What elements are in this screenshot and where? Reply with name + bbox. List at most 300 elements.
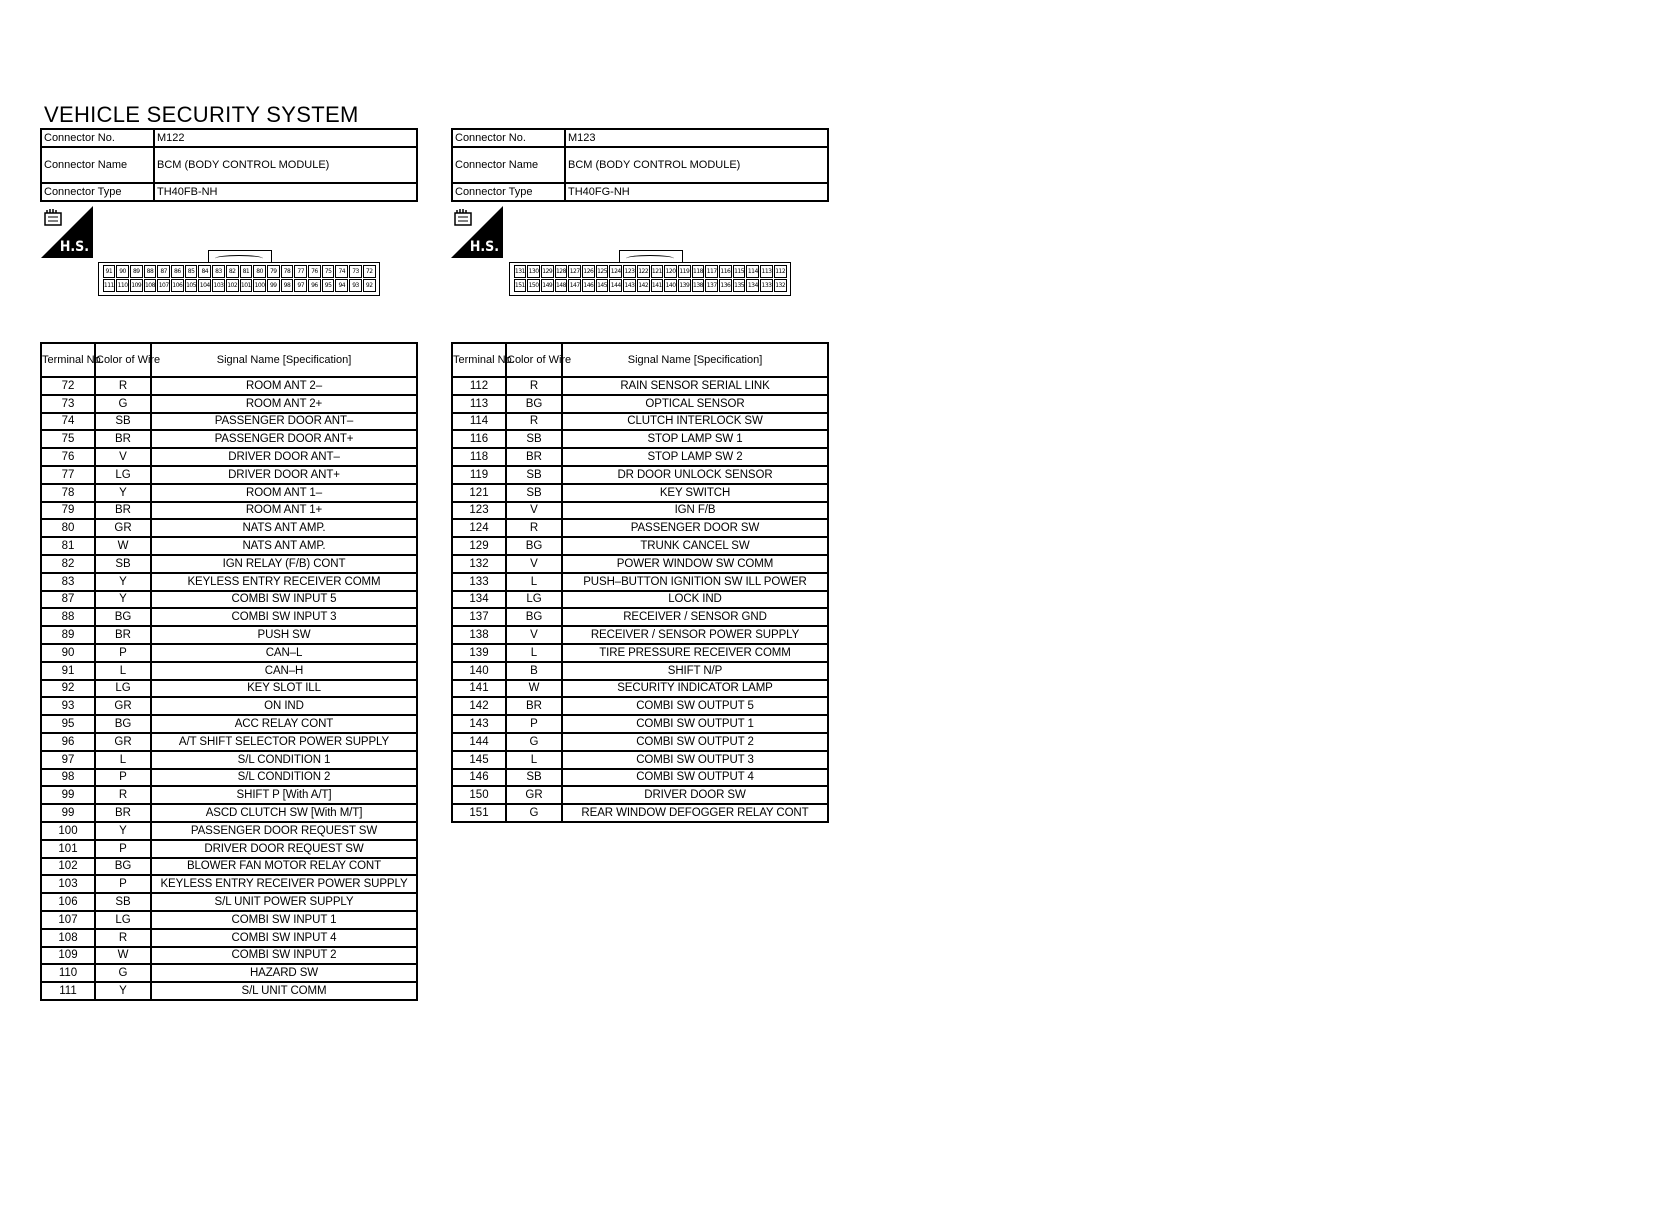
table-row (452, 644, 828, 662)
terminal-table-m123 (451, 342, 829, 823)
pin-row-bottom (513, 279, 787, 292)
hs-connector-icon (451, 206, 503, 258)
connector-pin: 149 (541, 279, 554, 292)
connector-pin: 113 (760, 265, 773, 278)
connector-no-label: Connector No. (41, 129, 154, 147)
table-row (41, 591, 417, 609)
table-row (41, 911, 417, 929)
table-row (41, 858, 417, 876)
terminal-no-cell: 82 (41, 555, 95, 573)
connector-pin: 101 (240, 279, 253, 292)
wire-color-cell: L (95, 662, 151, 680)
signal-name-cell: ON IND (151, 697, 417, 715)
signal-name-cell: CAN–H (151, 662, 417, 680)
signal-name-cell: NATS ANT AMP. (151, 537, 417, 555)
hs-connector-icon (41, 206, 93, 258)
terminal-no-cell: 123 (452, 502, 506, 520)
terminal-no-cell: 72 (41, 377, 95, 395)
signal-name-cell: LOCK IND (562, 591, 828, 609)
connector-pin: 121 (651, 265, 664, 278)
table-row (41, 608, 417, 626)
connector-pin: 96 (308, 279, 321, 292)
wire-color-cell: BR (95, 804, 151, 822)
signal-name-cell: ASCD CLUTCH SW [With M/T] (151, 804, 417, 822)
terminal-no-cell: 112 (452, 377, 506, 395)
connector-body (98, 262, 380, 296)
connector-pin: 139 (678, 279, 691, 292)
terminal-no-cell: 92 (41, 680, 95, 698)
table-row (41, 982, 417, 1000)
signal-name-cell: S/L CONDITION 2 (151, 769, 417, 787)
terminal-no-cell: 114 (452, 413, 506, 431)
wire-color-cell: G (95, 964, 151, 982)
terminal-no-cell: 141 (452, 680, 506, 698)
signal-name-cell: SHIFT P [With A/T] (151, 786, 417, 804)
wire-color-cell: BR (95, 430, 151, 448)
wire-color-cell: GR (506, 786, 562, 804)
connector-pin: 104 (198, 279, 211, 292)
terminal-no-cell: 88 (41, 608, 95, 626)
table-row (41, 840, 417, 858)
terminal-no-cell: 77 (41, 466, 95, 484)
connector-pin: 84 (198, 265, 211, 278)
connector-pin: 126 (582, 265, 595, 278)
signal-name-cell: COMBI SW OUTPUT 4 (562, 769, 828, 787)
terminal-no-cell: 137 (452, 608, 506, 626)
signal-name-cell: ROOM ANT 2+ (151, 395, 417, 413)
connector-pin: 76 (308, 265, 321, 278)
wire-color-cell: V (95, 448, 151, 466)
hand-icon (453, 207, 475, 229)
wire-color-cell: BG (95, 858, 151, 876)
terminal-no-cell: 139 (452, 644, 506, 662)
connector-pin: 136 (719, 279, 732, 292)
signal-name-cell: DRIVER DOOR ANT+ (151, 466, 417, 484)
terminal-no-cell: 78 (41, 484, 95, 502)
connector-pin: 87 (157, 265, 170, 278)
table-row (452, 804, 828, 822)
table-row (41, 377, 417, 395)
terminal-no-cell: 73 (41, 395, 95, 413)
wire-color-cell: SB (506, 769, 562, 787)
terminal-no-cell: 121 (452, 484, 506, 502)
connector-pin: 86 (171, 265, 184, 278)
terminal-no-cell: 116 (452, 430, 506, 448)
signal-name-cell: CAN–L (151, 644, 417, 662)
connector-pin: 143 (623, 279, 636, 292)
wire-color-cell: V (506, 626, 562, 644)
connector-pin: 109 (130, 279, 143, 292)
terminal-no-cell: 98 (41, 769, 95, 787)
wire-color-cell: R (506, 377, 562, 395)
signal-name-cell: COMBI SW OUTPUT 5 (562, 697, 828, 715)
wire-color-cell: GR (95, 733, 151, 751)
table-row (41, 537, 417, 555)
connector-pin: 151 (514, 279, 527, 292)
terminal-no-cell: 110 (41, 964, 95, 982)
connector-pin: 107 (157, 279, 170, 292)
terminal-no-cell: 109 (41, 947, 95, 965)
connector-name-label: Connector Name (41, 147, 154, 183)
hs-label: H.S. (469, 239, 499, 255)
connector-pin: 78 (281, 265, 294, 278)
signal-name-cell: SECURITY INDICATOR LAMP (562, 680, 828, 698)
wire-color-cell: SB (95, 413, 151, 431)
connector-pin: 116 (719, 265, 732, 278)
signal-name-cell: STOP LAMP SW 2 (562, 448, 828, 466)
connector-pin: 119 (678, 265, 691, 278)
connector-type-label: Connector Type (41, 183, 154, 201)
signal-name-cell: STOP LAMP SW 1 (562, 430, 828, 448)
connector-pin: 72 (363, 265, 376, 278)
signal-name-cell: IGN RELAY (F/B) CONT (151, 555, 417, 573)
wire-color-cell: BG (95, 608, 151, 626)
connector-name-value: BCM (BODY CONTROL MODULE) (154, 147, 417, 183)
table-row (41, 680, 417, 698)
wire-color-cell: Y (95, 484, 151, 502)
terminal-no-cell: 151 (452, 804, 506, 822)
table-row (452, 733, 828, 751)
terminal-no-cell: 91 (41, 662, 95, 680)
signal-name-cell: OPTICAL SENSOR (562, 395, 828, 413)
wire-color-cell: BR (506, 448, 562, 466)
wire-color-cell: L (506, 573, 562, 591)
terminal-no-cell: 89 (41, 626, 95, 644)
wire-color-cell: SB (95, 555, 151, 573)
connector-pin: 114 (746, 265, 759, 278)
terminal-no-cell: 80 (41, 519, 95, 537)
wire-color-cell: W (506, 680, 562, 698)
signal-name-cell: SHIFT N/P (562, 662, 828, 680)
terminal-no-cell: 99 (41, 804, 95, 822)
connector-pin: 92 (363, 279, 376, 292)
signal-name-cell: COMBI SW INPUT 3 (151, 608, 417, 626)
wire-color-cell: SB (506, 430, 562, 448)
table-row (452, 395, 828, 413)
table-row (41, 733, 417, 751)
wire-color-cell: BG (506, 608, 562, 626)
terminal-no-cell: 132 (452, 555, 506, 573)
signal-name-cell: PASSENGER DOOR SW (562, 519, 828, 537)
connector-pin: 94 (335, 279, 348, 292)
terminal-no-cell: 87 (41, 591, 95, 609)
wire-color-cell: Y (95, 591, 151, 609)
wire-color-cell: R (95, 377, 151, 395)
signal-name-cell: COMBI SW OUTPUT 1 (562, 715, 828, 733)
terminal-no-cell: 150 (452, 786, 506, 804)
wire-color-cell: L (506, 644, 562, 662)
connector-info-m122 (40, 128, 418, 202)
signal-name-cell: PASSENGER DOOR ANT– (151, 413, 417, 431)
connector-pin: 100 (253, 279, 266, 292)
terminal-no-cell: 101 (41, 840, 95, 858)
wire-color-cell: R (506, 413, 562, 431)
table-row (41, 697, 417, 715)
signal-name-cell: CLUTCH INTERLOCK SW (562, 413, 828, 431)
connector-pin: 138 (692, 279, 705, 292)
table-row (41, 751, 417, 769)
connector-info-table (40, 128, 418, 202)
wire-color-cell: G (506, 733, 562, 751)
signal-name-cell: KEYLESS ENTRY RECEIVER POWER SUPPLY (151, 875, 417, 893)
connector-info-m123 (451, 128, 829, 202)
terminal-no-cell: 119 (452, 466, 506, 484)
wire-color-cell: BR (95, 626, 151, 644)
pin-row-top (102, 265, 376, 278)
connector-pin: 83 (212, 265, 225, 278)
signal-name-cell: S/L UNIT POWER SUPPLY (151, 893, 417, 911)
connector-pin: 129 (541, 265, 554, 278)
terminal-no-cell: 142 (452, 697, 506, 715)
col-terminal-header: Terminal No. (452, 343, 506, 377)
connector-pin: 91 (103, 265, 116, 278)
wire-color-cell: W (95, 537, 151, 555)
connector-pin: 103 (212, 279, 225, 292)
table-row (452, 769, 828, 787)
pin-row-top (513, 265, 787, 278)
connector-pin: 75 (322, 265, 335, 278)
connector-pin: 115 (733, 265, 746, 278)
col-color-header: Color of Wire (95, 343, 151, 377)
table-row (452, 786, 828, 804)
col-signal-header: Signal Name [Specification] (151, 343, 417, 377)
table-row (41, 484, 417, 502)
connector-pin: 77 (294, 265, 307, 278)
connector-pin: 90 (116, 265, 129, 278)
terminal-no-cell: 103 (41, 875, 95, 893)
connector-pin: 85 (185, 265, 198, 278)
wire-color-cell: LG (506, 591, 562, 609)
connector-pin: 128 (555, 265, 568, 278)
connector-pin: 79 (267, 265, 280, 278)
terminal-no-cell: 111 (41, 982, 95, 1000)
page-title: VEHICLE SECURITY SYSTEM (44, 102, 359, 127)
table-row (41, 573, 417, 591)
signal-name-cell: HAZARD SW (151, 964, 417, 982)
table-row (452, 519, 828, 537)
terminal-no-cell: 129 (452, 537, 506, 555)
connector-pin: 99 (267, 279, 280, 292)
connector-pin: 134 (746, 279, 759, 292)
signal-name-cell: TRUNK CANCEL SW (562, 537, 828, 555)
hand-icon (43, 207, 65, 229)
terminal-no-cell: 99 (41, 786, 95, 804)
terminal-no-cell: 143 (452, 715, 506, 733)
wire-color-cell: P (95, 769, 151, 787)
table-row (452, 484, 828, 502)
table-row (41, 929, 417, 947)
connector-pin: 93 (349, 279, 362, 292)
signal-name-cell: DRIVER DOOR SW (562, 786, 828, 804)
connector-pin: 105 (185, 279, 198, 292)
connector-pin: 73 (349, 265, 362, 278)
table-row (452, 466, 828, 484)
wire-color-cell: P (95, 875, 151, 893)
terminal-no-cell: 100 (41, 822, 95, 840)
connector-pin: 145 (596, 279, 609, 292)
connector-info-table (451, 128, 829, 202)
wire-color-cell: P (506, 715, 562, 733)
connector-pin: 141 (651, 279, 664, 292)
terminal-no-cell: 81 (41, 537, 95, 555)
terminal-no-cell: 76 (41, 448, 95, 466)
table-row (452, 573, 828, 591)
terminal-no-cell: 134 (452, 591, 506, 609)
signal-name-cell: COMBI SW INPUT 5 (151, 591, 417, 609)
connector-pin: 131 (514, 265, 527, 278)
connector-pin: 123 (623, 265, 636, 278)
wire-color-cell: LG (95, 911, 151, 929)
wire-color-cell: BR (95, 502, 151, 520)
signal-name-cell: COMBI SW INPUT 2 (151, 947, 417, 965)
table-row (41, 947, 417, 965)
wire-color-cell: Y (95, 982, 151, 1000)
connector-pin: 74 (335, 265, 348, 278)
table-row (452, 502, 828, 520)
table-row (41, 644, 417, 662)
terminal-no-cell: 107 (41, 911, 95, 929)
table-row (41, 448, 417, 466)
pin-row-bottom (102, 279, 376, 292)
connector-name-label: Connector Name (452, 147, 565, 183)
connector-pin: 112 (774, 265, 787, 278)
signal-name-cell: ROOM ANT 1– (151, 484, 417, 502)
wire-color-cell: W (95, 947, 151, 965)
wire-color-cell: BG (95, 715, 151, 733)
table-row (41, 769, 417, 787)
table-row (41, 786, 417, 804)
connector-pin: 133 (760, 279, 773, 292)
signal-name-cell: ACC RELAY CONT (151, 715, 417, 733)
table-row (41, 662, 417, 680)
table-row (452, 413, 828, 431)
terminal-no-cell: 138 (452, 626, 506, 644)
terminal-no-cell: 146 (452, 769, 506, 787)
signal-name-cell: ROOM ANT 1+ (151, 502, 417, 520)
terminal-no-cell: 90 (41, 644, 95, 662)
wire-color-cell: GR (95, 697, 151, 715)
signal-name-cell: COMBI SW OUTPUT 3 (562, 751, 828, 769)
table-row (452, 697, 828, 715)
signal-name-cell: S/L CONDITION 1 (151, 751, 417, 769)
wire-color-cell: G (95, 395, 151, 413)
connector-pin: 117 (705, 265, 718, 278)
wire-color-cell: Y (95, 822, 151, 840)
wire-color-cell: V (506, 555, 562, 573)
terminal-no-cell: 145 (452, 751, 506, 769)
wire-color-cell: R (506, 519, 562, 537)
wire-color-cell: LG (95, 466, 151, 484)
col-signal-header: Signal Name [Specification] (562, 343, 828, 377)
connector-pin: 135 (733, 279, 746, 292)
signal-name-cell: COMBI SW INPUT 4 (151, 929, 417, 947)
connector-pin: 124 (609, 265, 622, 278)
table-row (41, 964, 417, 982)
signal-name-cell: KEY SLOT ILL (151, 680, 417, 698)
connector-type-value: TH40FG-NH (565, 183, 828, 201)
signal-name-cell: TIRE PRESSURE RECEIVER COMM (562, 644, 828, 662)
table-row (41, 893, 417, 911)
signal-name-cell: COMBI SW OUTPUT 2 (562, 733, 828, 751)
wire-color-cell: R (95, 929, 151, 947)
connector-pin: 120 (664, 265, 677, 278)
connector-type-label: Connector Type (452, 183, 565, 201)
terminal-no-cell: 102 (41, 858, 95, 876)
signal-name-cell: COMBI SW INPUT 1 (151, 911, 417, 929)
connector-pin: 111 (103, 279, 116, 292)
signal-name-cell: PASSENGER DOOR ANT+ (151, 430, 417, 448)
connector-face-m122 (98, 250, 382, 298)
connector-pin: 137 (705, 279, 718, 292)
table-row (41, 502, 417, 520)
connector-pin: 148 (555, 279, 568, 292)
signal-name-cell: REAR WINDOW DEFOGGER RELAY CONT (562, 804, 828, 822)
table-row (452, 430, 828, 448)
terminal-no-cell: 79 (41, 502, 95, 520)
connector-pin: 95 (322, 279, 335, 292)
connector-pin: 144 (609, 279, 622, 292)
table-row (452, 751, 828, 769)
connector-pin: 146 (582, 279, 595, 292)
terminal-no-cell: 97 (41, 751, 95, 769)
connector-pin: 97 (294, 279, 307, 292)
signal-name-cell: IGN F/B (562, 502, 828, 520)
connector-pin: 81 (240, 265, 253, 278)
connector-type-value: TH40FB-NH (154, 183, 417, 201)
terminal-no-cell: 133 (452, 573, 506, 591)
terminal-no-cell: 96 (41, 733, 95, 751)
connector-pin: 110 (116, 279, 129, 292)
terminal-no-cell: 83 (41, 573, 95, 591)
table-row (452, 537, 828, 555)
table-row (41, 413, 417, 431)
connector-pin: 118 (692, 265, 705, 278)
table-row (452, 555, 828, 573)
connector-pin: 125 (596, 265, 609, 278)
table-row (41, 822, 417, 840)
wire-color-cell: V (506, 502, 562, 520)
hs-label: H.S. (59, 239, 89, 255)
wire-color-cell: L (95, 751, 151, 769)
connector-pin: 108 (144, 279, 157, 292)
connector-pin: 98 (281, 279, 294, 292)
terminal-no-cell: 140 (452, 662, 506, 680)
signal-name-cell: S/L UNIT COMM (151, 982, 417, 1000)
terminal-table-m122 (40, 342, 418, 1001)
wire-color-cell: R (95, 786, 151, 804)
signal-name-cell: A/T SHIFT SELECTOR POWER SUPPLY (151, 733, 417, 751)
wire-color-cell: GR (95, 519, 151, 537)
col-terminal-header: Terminal No. (41, 343, 95, 377)
signal-name-cell: DRIVER DOOR ANT– (151, 448, 417, 466)
connector-no-value: M122 (154, 129, 417, 147)
terminal-no-cell: 124 (452, 519, 506, 537)
connector-face-m123 (509, 250, 793, 298)
connector-pin: 140 (664, 279, 677, 292)
signal-name-cell: KEY SWITCH (562, 484, 828, 502)
connector-pin: 80 (253, 265, 266, 278)
table-row (452, 680, 828, 698)
wire-color-cell: SB (95, 893, 151, 911)
table-row (41, 466, 417, 484)
table-row (41, 804, 417, 822)
signal-name-cell: NATS ANT AMP. (151, 519, 417, 537)
wire-color-cell: P (95, 840, 151, 858)
table-row (452, 591, 828, 609)
signal-name-cell: KEYLESS ENTRY RECEIVER COMM (151, 573, 417, 591)
col-color-header: Color of Wire (506, 343, 562, 377)
signal-name-cell: PASSENGER DOOR REQUEST SW (151, 822, 417, 840)
